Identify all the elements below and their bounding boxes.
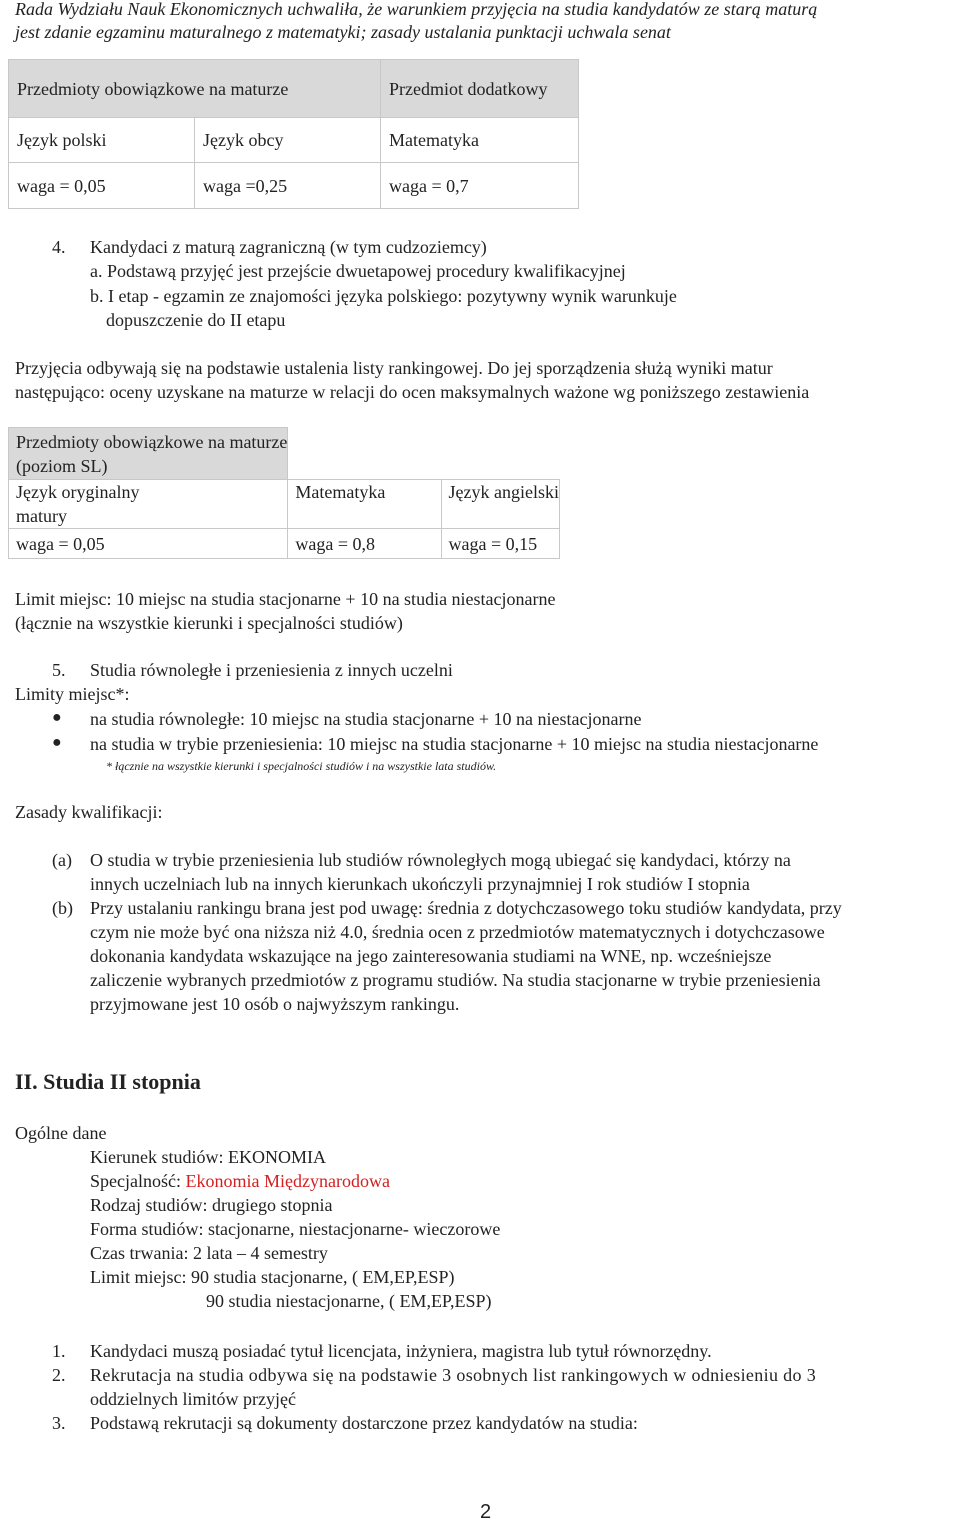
rule-b-line3: dokonania kandydata wskazujące na jego zainteresowania studiami na WNE, np. wcześniejsze [90,946,772,966]
section2-item-3-text: Podstawą rekrutacji są dokumenty dostarczone przez kandydatów na studia: [90,1413,638,1433]
table1-weight-math: waga = 0,7 [381,163,579,209]
section5-bullet-parallel: na studia równoległe: 10 miejsc na studia stacjonarne + 10 na niestacjonarne [90,709,642,729]
section4-point-a: a. Podstawą przyjęć jest przejście dwuetapowej procedury kwalifikacyjnej [90,261,626,281]
section2-field: Kierunek studiów: EKONOMIA [90,1147,326,1167]
table2-weight-math: waga = 0,8 [288,529,441,559]
limit4-line1: Limit miejsc: 10 miejsc na studia stacjonarne + 10 na studia niestacjonarne [15,589,556,609]
table1-weight-polish: waga = 0,05 [9,163,195,209]
section2-duration: Czas trwania: 2 lata – 4 semestry [90,1243,328,1263]
section2-item-2-line2: oddzielnych limitów przyjęć [90,1389,296,1409]
section4-point-b-line1: b. I etap - egzamin ze znajomości języka polskiego: pozytywny wynik warunkuje [90,286,677,306]
section4-point-b-line2: dopuszczenie do II etapu [106,310,286,330]
rule-a-line2: innych uczelniach lub na innych kierunkach ukończyli przynajmniej I rok studiów I stopnia [90,874,750,894]
table2-weight-english: waga = 0,15 [441,529,559,559]
section4-paragraph-line1: Przyjęcia odbywają się na podstawie ustalenia listy rankingowej. Do jej sporządzenia służą wyniki matur [15,358,773,378]
limit4-line2: (łącznie na wszystkie kierunki i specjalności studiów) [15,613,403,633]
section4-number: 4. [52,237,66,257]
rule-b-line4: zaliczenie wybranych przedmiotów z programu studiów. Na studia stacjonarne w trybie przeniesienia [90,970,821,990]
section2-type: Rodzaj studiów: drugiego stopnia [90,1195,333,1215]
section2-spec-label: Specjalność: [90,1171,186,1191]
rule-b-line1: Przy ustalaniu rankingu brana jest pod uwagę: średnia z dotychczasowego toku studiów kandydata, przy [90,898,842,918]
table2-weight-original: waga = 0,05 [9,529,288,559]
section5-footnote: * łącznie na wszystkie kierunki i specjalności studiów i na wszystkie lata studiów. [106,759,497,773]
section2-general-label: Ogólne dane [15,1123,107,1143]
table2-subject-original-line2: matury [16,506,67,526]
weights-table-1 [8,59,579,209]
weights-table-2 [8,427,560,559]
table1-subject-math: Matematyka [381,118,579,163]
section2-limit-line2: 90 studia niestacjonarne, ( EM,EP,ESP) [206,1291,492,1311]
section2-item-3-number: 3. [52,1413,66,1433]
section2-item-1-text: Kandydaci muszą posiadać tytuł licencjata, inżyniera, magistra lub tytuł równorzędny. [90,1341,712,1361]
section4-title: Kandydaci z maturą zagraniczną (w tym cudzoziemcy) [90,237,487,257]
page-number: 2 [480,1501,492,1523]
section2-limit-line1: Limit miejsc: 90 studia stacjonarne, ( EM,EP,ESP) [90,1267,455,1287]
section4-paragraph-line2: następująco: oceny uzyskane na maturze w relacji do ocen maksymalnych ważone wg poniższego zestawienia [15,382,810,402]
section2-item-2-line1 [90,1363,958,1387]
table2-header-line2: (poziom SL) [16,455,108,476]
table1-subject-polish: Język polski [9,118,195,163]
section5-limits-label: Limity miejsc*: [15,684,130,704]
rule-b-line2: czym nie może być ona niższa niż 4.0, średnia ocen z przedmiotów matematycznych i dotychczasowe [90,922,825,942]
section2-spec-value: Ekonomia Międzynarodowa [185,1171,390,1191]
table2-subject-original-line1: Język oryginalny [16,482,140,502]
intro-line-1: Rada Wydziału Nauk Ekonomicznych uchwaliła, że warunkiem przyjęcia na studia kandydatów ze starą maturą [15,0,818,19]
intro-line-2: jest zdanie egzaminu maturalnego z matematyki; zasady ustalania punktacji uchwala senat [15,22,671,42]
section5-rules-label: Zasady kwalifikacji: [15,802,163,822]
section2-item-2-text: Rekrutacja na studia odbywa się na podstawie 3 osobnych list rankingowych w odniesieniu do 3 [90,1365,817,1385]
bullet-icon: ● [52,734,62,751]
rule-b-line5: przyjmowane jest 10 osób o najwyższym rankingu. [90,994,460,1014]
table1-weight-foreign: waga =0,25 [195,163,381,209]
section5-number: 5. [52,660,66,680]
table2-subject-english: Język angielski [441,480,559,529]
rule-a-line1: O studia w trybie przeniesienia lub studiów równoległych mogą ubiegać się kandydaci, którzy na [90,850,791,870]
section5-title: Studia równoległe i przeniesienia z innych uczelni [90,660,453,680]
table2-header [9,428,288,480]
rule-b-label: (b) [52,898,73,918]
section5-bullet-transfer: na studia w trybie przeniesienia: 10 miejsc na studia stacjonarne + 10 miejsc na studia niestacjonarne [90,734,819,754]
section2-form: Forma studiów: stacjonarne, niestacjonarne- wieczorowe [90,1219,501,1239]
bullet-icon: ● [52,709,62,726]
rule-a-label: (a) [52,850,72,870]
table2-header-line1: Przedmioty obowiązkowe na maturze [16,431,288,452]
section2-item-1-number: 1. [52,1341,66,1361]
table1-header-right: Przedmiot dodatkowy [381,60,579,118]
table2-subject-original [9,480,288,529]
table2-subject-math: Matematyka [288,480,441,529]
section2-specialization [90,1169,390,1193]
section2-heading: II. Studia II stopnia [15,1069,201,1094]
section2-item-2-number: 2. [52,1365,66,1385]
table1-subject-foreign: Język obcy [195,118,381,163]
table1-header-left: Przedmioty obowiązkowe na maturze [9,60,381,118]
